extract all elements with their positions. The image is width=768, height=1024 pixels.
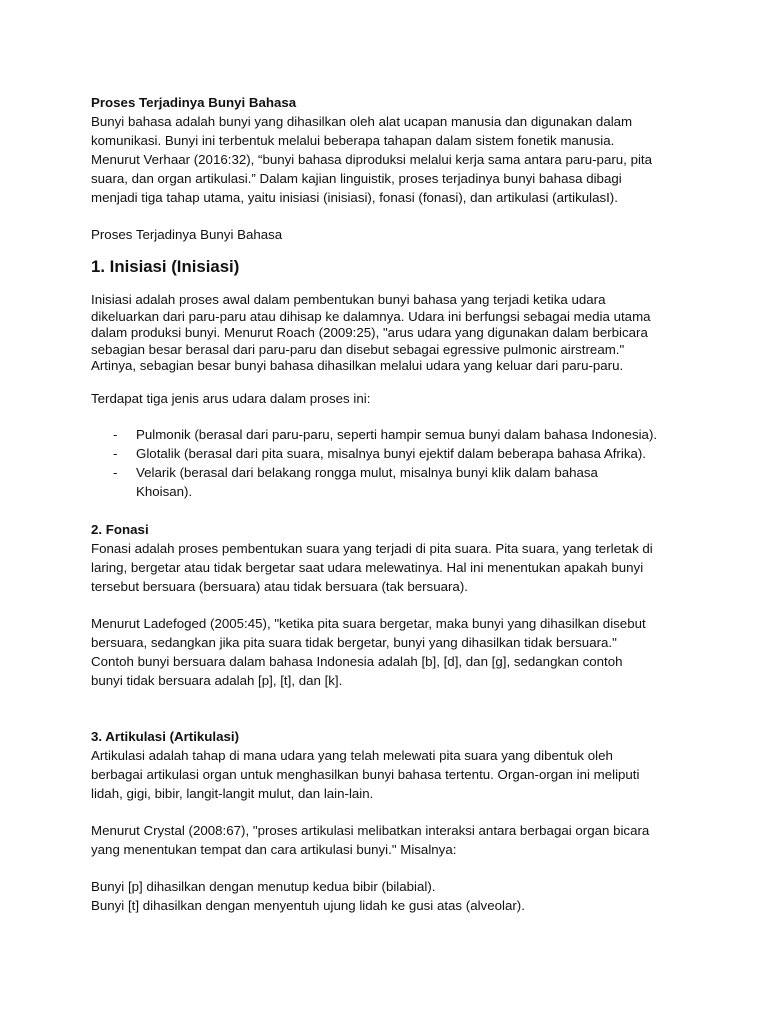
text-line: tersebut bersuara (bersuara) atau tidak bersuara (tak bersuara). — [91, 578, 468, 594]
airstream-list-intro: Terdapat tiga jenis arus udara dalam proses ini: — [91, 390, 371, 406]
subtitle: Proses Terjadinya Bunyi Bahasa — [91, 227, 283, 242]
text-line: laring, bergetar atau tidak bergetar saat udara melewatinya. Hal ini menentukan apakah bunyi — [91, 559, 644, 575]
dash-bullet: - — [113, 426, 118, 442]
section-1-heading: 1. Inisiasi (Inisiasi) — [91, 257, 240, 276]
text-line: bunyi tidak bersuara adalah [p], [t], dan [k]. — [91, 672, 343, 688]
section-3-paragraph — [91, 746, 691, 803]
text-line: dalam produksi bunyi. Menurut Roach (2009:25), "arus udara yang digunakan dalam berbicara — [91, 325, 648, 340]
text-line: Artikulasi adalah tahap di mana udara yang telah melewati pita suara yang dibentuk oleh — [91, 747, 613, 763]
text-line: Bunyi bahasa adalah bunyi yang dihasilkan oleh alat ucapan manusia dan digunakan dalam — [91, 114, 633, 129]
list-item — [91, 463, 691, 501]
intro-paragraph — [91, 112, 691, 207]
text-line: Bunyi [p] dihasilkan dengan menutup kedua bibir (bilabial). — [91, 878, 436, 894]
text-line: berbagai artikulasi organ untuk menghasilkan bunyi bahasa tertentu. Organ-organ ini meliputi — [91, 766, 640, 782]
text-line: Menurut Ladefoged (2005:45), "ketika pita suara bergetar, maka bunyi yang dihasilkan disebut — [91, 615, 646, 631]
text-line: sebagian besar berasal dari paru-paru dan disebut sebagai egressive pulmonic airstream." — [91, 341, 625, 357]
text-line: Bunyi [t] dihasilkan dengan menyentuh ujung lidah ke gusi atas (alveolar). — [91, 897, 525, 913]
text-line: dikeluarkan dari paru-paru atau dihisap ke dalamnya. Udara ini berfungsi sebagai media utama — [91, 308, 651, 324]
document-page — [91, 93, 691, 915]
section-2-quote — [91, 614, 691, 690]
dash-bullet: - — [113, 445, 118, 461]
list-item-line: Velarik (berasal dari belakang rongga mulut, misalnya bunyi klik dalam bahasa — [136, 464, 598, 480]
text-line: Menurut Verhaar (2016:32), “bunyi bahasa diproduksi melalui kerja sama antara paru-paru, pita — [91, 152, 653, 167]
list-item — [91, 425, 691, 444]
document-title: Proses Terjadinya Bunyi Bahasa — [91, 95, 297, 110]
text-line: bersuara, sedangkan jika pita suara tidak bergetar, bunyi yang dihasilkan tidak bersuara." — [91, 634, 617, 650]
list-item-line: Glotalik (berasal dari pita suara, misalnya bunyi ejektif dalam beberapa bahasa Afrika). — [136, 445, 646, 461]
section-1-paragraph — [91, 292, 691, 375]
section-2-heading: 2. Fonasi — [91, 521, 149, 537]
list-item-line: Khoisan). — [136, 483, 193, 499]
text-line: suara, dan organ artikulasi.” Dalam kajian linguistik, proses terjadinya bunyi bahasa dibagi — [91, 171, 622, 186]
text-line: yang menentukan tempat dan cara artikulasi bunyi." Misalnya: — [91, 841, 457, 857]
text-line: Artinya, sebagian besar bunyi bahasa dihasilkan melalui udara yang keluar dari paru-paru. — [91, 358, 624, 373]
list-item-line: Pulmonik (berasal dari paru-paru, seperti hampir semua bunyi dalam bahasa Indonesia). — [136, 426, 658, 442]
section-3-quote — [91, 821, 691, 859]
text-line: lidah, gigi, bibir, langit-langit mulut, dan lain-lain. — [91, 785, 374, 801]
dash-bullet: - — [113, 464, 118, 480]
text-line: komunikasi. Bunyi ini terbentuk melalui beberapa tahapan dalam sistem fonetik manusia. — [91, 133, 615, 148]
section-3-heading: 3. Artikulasi (Artikulasi) — [91, 728, 240, 744]
text-line: Contoh bunyi bersuara dalam bahasa Indonesia adalah [b], [d], dan [g], sedangkan contoh — [91, 653, 623, 669]
airstream-list — [91, 425, 691, 501]
text-line: Menurut Crystal (2008:67), "proses artikulasi melibatkan interaksi antara berbagai organ bicara — [91, 822, 650, 838]
text-line: menjadi tiga tahap utama, yaitu inisiasi (inisiasi), fonasi (fonasi), dan artikulasi (artikulasI). — [91, 190, 618, 205]
section-2-paragraph — [91, 539, 691, 596]
text-line: Inisiasi adalah proses awal dalam pembentukan bunyi bahasa yang terjadi ketika udara — [91, 292, 606, 307]
articulation-examples — [91, 877, 691, 915]
list-item — [91, 444, 691, 463]
text-line: Fonasi adalah proses pembentukan suara yang terjadi di pita suara. Pita suara, yang terletak di — [91, 540, 653, 556]
